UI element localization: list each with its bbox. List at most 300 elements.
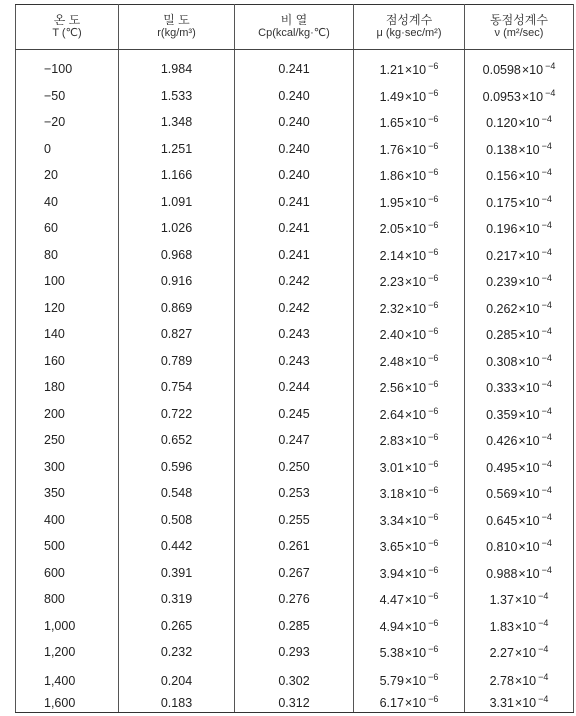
cell-density: 0.548: [119, 480, 235, 507]
table-row: [16, 268, 574, 295]
cell-density: 1.533: [119, 83, 235, 110]
cell-viscosity: [354, 50, 465, 83]
cell-kinematic-viscosity-exponent: −4: [545, 61, 556, 72]
cell-viscosity: [354, 295, 465, 322]
cell-viscosity-exponent: −6: [428, 694, 439, 704]
table-row: [16, 401, 574, 428]
cell-kinematic-viscosity-times-ten: ×10: [518, 566, 540, 581]
cell-viscosity-exponent: −6: [428, 114, 439, 125]
cell-kinematic-viscosity-times-ten: ×10: [514, 696, 537, 710]
cell-kinematic-viscosity-times-ten: ×10: [518, 540, 540, 555]
cell-viscosity-exponent: −6: [428, 193, 439, 204]
cell-kinematic-viscosity-mantissa: 0.569: [486, 487, 518, 502]
cell-viscosity: [354, 136, 465, 163]
cell-viscosity: [354, 162, 465, 189]
table-row: [16, 162, 574, 189]
cell-density: 0.391: [119, 560, 235, 587]
cell-density: 1.166: [119, 162, 235, 189]
cell-kinematic-viscosity: [465, 295, 574, 322]
cell-viscosity-mantissa: 2.40: [379, 328, 404, 343]
header-row: [16, 5, 574, 50]
cell-viscosity: [354, 454, 465, 481]
cell-kinematic-viscosity: [465, 50, 574, 83]
header-viscosity-label: 점성계수: [385, 13, 433, 27]
cell-density: 0.508: [119, 507, 235, 534]
cell-viscosity-times-ten: ×10: [404, 275, 427, 290]
cell-kinematic-viscosity: [465, 374, 574, 401]
cell-kinematic-viscosity: [465, 401, 574, 428]
cell-viscosity-exponent: −6: [428, 485, 439, 496]
cell-density: 0.442: [119, 533, 235, 560]
cell-temperature: 0: [16, 136, 119, 163]
cell-viscosity-times-ten: ×10: [404, 222, 427, 237]
cell-kinematic-viscosity-times-ten: ×10: [518, 354, 540, 369]
cell-temperature: 1,200: [16, 639, 119, 666]
cell-density: 0.265: [119, 613, 235, 640]
cell-viscosity-times-ten: ×10: [404, 593, 427, 608]
cell-kinematic-viscosity-times-ten: ×10: [518, 248, 540, 263]
table-row: [16, 454, 574, 481]
cell-viscosity: [354, 83, 465, 110]
cell-temperature: 400: [16, 507, 119, 534]
header-specific-heat-unit: Cp(kcal/kg·℃): [258, 27, 330, 39]
cell-kinematic-viscosity-times-ten: ×10: [518, 434, 540, 449]
cell-viscosity-times-ten: ×10: [404, 513, 427, 528]
header-temperature: [16, 5, 119, 50]
table-row: [16, 666, 574, 688]
cell-kinematic-viscosity-times-ten: ×10: [514, 593, 537, 608]
table-row: [16, 688, 574, 713]
cell-specific-heat: 0.293: [235, 639, 354, 666]
air-properties-table: [15, 4, 574, 713]
cell-kinematic-viscosity-exponent: −4: [541, 352, 552, 363]
cell-viscosity-mantissa: 2.23: [379, 275, 404, 290]
cell-kinematic-viscosity: [465, 348, 574, 375]
cell-kinematic-viscosity-mantissa: 0.426: [486, 434, 518, 449]
cell-density: 1.251: [119, 136, 235, 163]
cell-temperature: 200: [16, 401, 119, 428]
cell-density: 0.789: [119, 348, 235, 375]
cell-specific-heat: 0.243: [235, 348, 354, 375]
cell-viscosity-times-ten: ×10: [404, 116, 427, 131]
cell-viscosity-exponent: −6: [428, 326, 439, 337]
cell-density: 0.652: [119, 427, 235, 454]
cell-kinematic-viscosity-exponent: −4: [541, 273, 552, 284]
cell-viscosity-exponent: −6: [428, 564, 439, 575]
cell-viscosity-mantissa: 2.32: [379, 301, 404, 316]
cell-specific-heat: 0.255: [235, 507, 354, 534]
cell-kinematic-viscosity-times-ten: ×10: [518, 142, 540, 157]
cell-viscosity-times-ten: ×10: [404, 248, 427, 263]
header-temperature-label: 온 도: [53, 13, 81, 27]
table-body: [16, 50, 574, 713]
cell-temperature: 60: [16, 215, 119, 242]
cell-viscosity: [354, 560, 465, 587]
cell-viscosity-exponent: −6: [428, 671, 439, 682]
cell-kinematic-viscosity-times-ten: ×10: [518, 275, 540, 290]
cell-viscosity-exponent: −6: [428, 511, 439, 522]
cell-kinematic-viscosity: [465, 480, 574, 507]
header-density-label: 밀 도: [163, 13, 190, 27]
header-density-unit: r(kg/m³): [157, 27, 196, 39]
cell-kinematic-viscosity-mantissa: 0.333: [486, 381, 518, 396]
cell-viscosity-exponent: −6: [428, 87, 439, 98]
cell-kinematic-viscosity-exponent: −4: [541, 432, 552, 443]
cell-viscosity: [354, 507, 465, 534]
cell-kinematic-viscosity: [465, 666, 574, 688]
cell-specific-heat: 0.240: [235, 136, 354, 163]
cell-kinematic-viscosity-exponent: −4: [538, 694, 549, 704]
cell-viscosity-times-ten: ×10: [404, 460, 427, 475]
cell-kinematic-viscosity-exponent: −4: [541, 114, 552, 125]
cell-density: 0.722: [119, 401, 235, 428]
cell-viscosity: [354, 374, 465, 401]
cell-viscosity-times-ten: ×10: [404, 142, 427, 157]
cell-viscosity-exponent: −6: [428, 167, 439, 178]
cell-kinematic-viscosity-exponent: −4: [538, 617, 549, 628]
cell-kinematic-viscosity-times-ten: ×10: [518, 381, 540, 396]
cell-viscosity-times-ten: ×10: [404, 328, 427, 343]
header-specific-heat: [235, 5, 354, 50]
cell-viscosity-times-ten: ×10: [404, 301, 427, 316]
cell-kinematic-viscosity: [465, 109, 574, 136]
cell-kinematic-viscosity: [465, 533, 574, 560]
cell-kinematic-viscosity-times-ten: ×10: [518, 195, 540, 210]
cell-density: 1.091: [119, 189, 235, 216]
cell-density: 0.827: [119, 321, 235, 348]
cell-kinematic-viscosity-times-ten: ×10: [518, 222, 540, 237]
table-row: [16, 480, 574, 507]
cell-density: 1.348: [119, 109, 235, 136]
cell-viscosity: [354, 189, 465, 216]
cell-kinematic-viscosity-times-ten: ×10: [518, 116, 540, 131]
cell-kinematic-viscosity-mantissa: 0.359: [486, 407, 518, 422]
cell-kinematic-viscosity-exponent: −4: [541, 511, 552, 522]
cell-specific-heat: 0.240: [235, 83, 354, 110]
cell-viscosity-times-ten: ×10: [404, 566, 427, 581]
cell-viscosity-mantissa: 3.01: [379, 460, 404, 475]
cell-kinematic-viscosity-mantissa: 0.217: [486, 248, 518, 263]
cell-viscosity-exponent: −6: [428, 458, 439, 469]
cell-kinematic-viscosity: [465, 688, 574, 713]
cell-viscosity-mantissa: 3.18: [379, 487, 404, 502]
cell-kinematic-viscosity-mantissa: 0.810: [486, 540, 518, 555]
cell-temperature: 1,600: [16, 688, 119, 713]
cell-viscosity-exponent: −6: [428, 591, 439, 602]
cell-viscosity-exponent: −6: [428, 220, 439, 231]
header-temperature-unit: T (℃): [52, 27, 82, 39]
header-kinematic-viscosity: [465, 5, 574, 50]
cell-viscosity-times-ten: ×10: [404, 540, 427, 555]
cell-kinematic-viscosity-mantissa: 0.0598: [482, 63, 521, 78]
cell-kinematic-viscosity: [465, 162, 574, 189]
cell-viscosity-mantissa: 4.47: [379, 593, 404, 608]
cell-kinematic-viscosity-mantissa: 0.0953: [482, 89, 521, 104]
cell-density: 0.319: [119, 586, 235, 613]
cell-kinematic-viscosity-exponent: −4: [541, 538, 552, 549]
cell-temperature: 300: [16, 454, 119, 481]
cell-kinematic-viscosity: [465, 215, 574, 242]
cell-kinematic-viscosity: [465, 613, 574, 640]
cell-viscosity: [354, 348, 465, 375]
cell-kinematic-viscosity-exponent: −4: [541, 405, 552, 416]
table-row: [16, 50, 574, 83]
cell-kinematic-viscosity-mantissa: 0.239: [486, 275, 518, 290]
cell-temperature: 250: [16, 427, 119, 454]
cell-kinematic-viscosity-exponent: −4: [538, 591, 549, 602]
cell-kinematic-viscosity-mantissa: 2.27: [489, 646, 514, 661]
cell-kinematic-viscosity-times-ten: ×10: [518, 460, 540, 475]
cell-kinematic-viscosity-times-ten: ×10: [518, 301, 540, 316]
cell-viscosity-mantissa: 2.05: [379, 222, 404, 237]
cell-viscosity: [354, 427, 465, 454]
cell-kinematic-viscosity-exponent: −4: [541, 458, 552, 469]
cell-kinematic-viscosity-mantissa: 0.262: [486, 301, 518, 316]
cell-temperature: 1,000: [16, 613, 119, 640]
cell-temperature: 80: [16, 242, 119, 269]
header-kinematic-viscosity-label: 동점성계수: [490, 13, 548, 27]
cell-kinematic-viscosity: [465, 454, 574, 481]
cell-viscosity: [354, 533, 465, 560]
cell-kinematic-viscosity-times-ten: ×10: [518, 169, 540, 184]
cell-specific-heat: 0.240: [235, 109, 354, 136]
cell-viscosity-mantissa: 1.65: [379, 116, 404, 131]
cell-specific-heat: 0.241: [235, 242, 354, 269]
cell-viscosity-mantissa: 4.94: [379, 619, 404, 634]
cell-kinematic-viscosity-times-ten: ×10: [514, 619, 537, 634]
cell-temperature: 1,400: [16, 666, 119, 688]
cell-specific-heat: 0.242: [235, 268, 354, 295]
cell-kinematic-viscosity-exponent: −4: [541, 326, 552, 337]
cell-specific-heat: 0.253: [235, 480, 354, 507]
cell-viscosity-exponent: −6: [428, 538, 439, 549]
cell-density: 0.232: [119, 639, 235, 666]
table-row: [16, 109, 574, 136]
cell-kinematic-viscosity-mantissa: 2.78: [489, 673, 514, 688]
table-row: [16, 242, 574, 269]
cell-density: 0.754: [119, 374, 235, 401]
cell-temperature: 100: [16, 268, 119, 295]
cell-viscosity: [354, 639, 465, 666]
cell-kinematic-viscosity: [465, 586, 574, 613]
cell-viscosity-mantissa: 3.94: [379, 566, 404, 581]
cell-viscosity-exponent: −6: [428, 405, 439, 416]
cell-density: 0.916: [119, 268, 235, 295]
cell-kinematic-viscosity: [465, 560, 574, 587]
cell-kinematic-viscosity: [465, 321, 574, 348]
cell-kinematic-viscosity-mantissa: 0.156: [486, 169, 518, 184]
cell-specific-heat: 0.240: [235, 162, 354, 189]
cell-temperature: 160: [16, 348, 119, 375]
cell-viscosity-mantissa: 3.65: [379, 540, 404, 555]
cell-kinematic-viscosity-mantissa: 0.285: [486, 328, 518, 343]
cell-kinematic-viscosity: [465, 268, 574, 295]
cell-specific-heat: 0.276: [235, 586, 354, 613]
table-row: [16, 189, 574, 216]
cell-kinematic-viscosity-mantissa: 0.196: [486, 222, 518, 237]
cell-kinematic-viscosity-exponent: −4: [541, 220, 552, 231]
cell-kinematic-viscosity-times-ten: ×10: [514, 646, 537, 661]
cell-kinematic-viscosity-mantissa: 0.120: [486, 116, 518, 131]
cell-viscosity-times-ten: ×10: [404, 487, 427, 502]
cell-temperature: 40: [16, 189, 119, 216]
cell-density: 0.204: [119, 666, 235, 688]
cell-viscosity: [354, 242, 465, 269]
cell-kinematic-viscosity-mantissa: 0.495: [486, 460, 518, 475]
cell-kinematic-viscosity-mantissa: 0.645: [486, 513, 518, 528]
cell-specific-heat: 0.243: [235, 321, 354, 348]
cell-kinematic-viscosity: [465, 189, 574, 216]
cell-temperature: 800: [16, 586, 119, 613]
cell-kinematic-viscosity-exponent: −4: [538, 671, 549, 682]
cell-viscosity-times-ten: ×10: [404, 195, 427, 210]
cell-viscosity: [354, 666, 465, 688]
cell-temperature: 500: [16, 533, 119, 560]
cell-specific-heat: 0.241: [235, 215, 354, 242]
cell-specific-heat: 0.285: [235, 613, 354, 640]
cell-kinematic-viscosity-exponent: −4: [541, 379, 552, 390]
cell-viscosity-mantissa: 2.56: [379, 381, 404, 396]
cell-kinematic-viscosity-exponent: −4: [541, 193, 552, 204]
cell-kinematic-viscosity: [465, 242, 574, 269]
cell-temperature: 600: [16, 560, 119, 587]
table-row: [16, 295, 574, 322]
cell-density: 0.183: [119, 688, 235, 713]
cell-kinematic-viscosity: [465, 136, 574, 163]
cell-viscosity-times-ten: ×10: [404, 407, 427, 422]
table-row: [16, 215, 574, 242]
cell-viscosity-times-ten: ×10: [404, 673, 427, 688]
cell-specific-heat: 0.242: [235, 295, 354, 322]
table-row: [16, 560, 574, 587]
cell-kinematic-viscosity-exponent: −4: [538, 644, 549, 655]
cell-viscosity-times-ten: ×10: [404, 646, 427, 661]
cell-viscosity-exponent: −6: [428, 432, 439, 443]
cell-viscosity-times-ten: ×10: [404, 696, 427, 710]
cell-kinematic-viscosity-mantissa: 0.138: [486, 142, 518, 157]
cell-specific-heat: 0.241: [235, 189, 354, 216]
cell-kinematic-viscosity-times-ten: ×10: [518, 487, 540, 502]
cell-temperature: 20: [16, 162, 119, 189]
cell-kinematic-viscosity-mantissa: 3.31: [489, 696, 514, 710]
cell-kinematic-viscosity-times-ten: ×10: [518, 328, 540, 343]
cell-kinematic-viscosity-exponent: −4: [541, 167, 552, 178]
cell-kinematic-viscosity-exponent: −4: [541, 564, 552, 575]
cell-specific-heat: 0.302: [235, 666, 354, 688]
cell-viscosity-times-ten: ×10: [404, 434, 427, 449]
cell-viscosity: [354, 215, 465, 242]
table-row: [16, 348, 574, 375]
cell-viscosity: [354, 268, 465, 295]
cell-viscosity: [354, 688, 465, 713]
cell-kinematic-viscosity-times-ten: ×10: [518, 407, 540, 422]
cell-kinematic-viscosity: [465, 83, 574, 110]
cell-temperature: 180: [16, 374, 119, 401]
cell-viscosity-times-ten: ×10: [404, 381, 427, 396]
cell-kinematic-viscosity-exponent: −4: [541, 140, 552, 151]
table-row: [16, 639, 574, 666]
cell-viscosity-mantissa: 1.49: [379, 89, 404, 104]
cell-kinematic-viscosity-mantissa: 0.308: [486, 354, 518, 369]
table-row: [16, 613, 574, 640]
cell-density: 0.596: [119, 454, 235, 481]
cell-viscosity-mantissa: 2.48: [379, 354, 404, 369]
cell-kinematic-viscosity-exponent: −4: [541, 485, 552, 496]
header-specific-heat-label: 비 열: [280, 13, 308, 27]
cell-specific-heat: 0.247: [235, 427, 354, 454]
cell-temperature: 120: [16, 295, 119, 322]
cell-viscosity: [354, 401, 465, 428]
cell-viscosity-times-ten: ×10: [404, 354, 427, 369]
cell-viscosity: [354, 321, 465, 348]
table-row: [16, 427, 574, 454]
cell-viscosity-mantissa: 3.34: [379, 513, 404, 528]
cell-temperature: 350: [16, 480, 119, 507]
cell-kinematic-viscosity-times-ten: ×10: [521, 63, 544, 78]
cell-specific-heat: 0.312: [235, 688, 354, 713]
cell-viscosity-mantissa: 2.64: [379, 407, 404, 422]
cell-viscosity-exponent: −6: [428, 246, 439, 257]
cell-viscosity-exponent: −6: [428, 644, 439, 655]
cell-viscosity-mantissa: 1.86: [379, 169, 404, 184]
table-row: [16, 507, 574, 534]
cell-kinematic-viscosity-mantissa: 0.988: [486, 566, 518, 581]
cell-viscosity: [354, 480, 465, 507]
cell-specific-heat: 0.250: [235, 454, 354, 481]
cell-viscosity-mantissa: 2.83: [379, 434, 404, 449]
cell-viscosity-times-ten: ×10: [404, 169, 427, 184]
cell-viscosity: [354, 586, 465, 613]
cell-specific-heat: 0.245: [235, 401, 354, 428]
cell-density: 1.026: [119, 215, 235, 242]
header-kinematic-viscosity-unit: ν (m²/sec): [494, 27, 544, 39]
cell-viscosity-exponent: −6: [428, 352, 439, 363]
cell-kinematic-viscosity-mantissa: 1.37: [489, 593, 514, 608]
cell-viscosity: [354, 613, 465, 640]
cell-specific-heat: 0.244: [235, 374, 354, 401]
cell-temperature: −100: [16, 50, 119, 83]
cell-viscosity-times-ten: ×10: [404, 619, 427, 634]
cell-viscosity-exponent: −6: [428, 273, 439, 284]
cell-viscosity-exponent: −6: [428, 61, 439, 72]
table-row: [16, 136, 574, 163]
cell-density: 0.968: [119, 242, 235, 269]
header-viscosity-unit: μ (kg·sec/m²): [376, 27, 442, 39]
cell-kinematic-viscosity-exponent: −4: [541, 299, 552, 310]
cell-kinematic-viscosity-mantissa: 0.175: [486, 195, 518, 210]
cell-density: 1.984: [119, 50, 235, 83]
table-header: [16, 5, 574, 50]
table-row: [16, 374, 574, 401]
cell-viscosity-exponent: −6: [428, 617, 439, 628]
cell-viscosity-mantissa: 1.95: [379, 195, 404, 210]
header-density: [119, 5, 235, 50]
cell-kinematic-viscosity-times-ten: ×10: [518, 513, 540, 528]
table-row: [16, 533, 574, 560]
table-row: [16, 83, 574, 110]
cell-viscosity-mantissa: 5.38: [379, 646, 404, 661]
cell-viscosity-exponent: −6: [428, 379, 439, 390]
cell-kinematic-viscosity-times-ten: ×10: [514, 673, 537, 688]
cell-kinematic-viscosity-mantissa: 1.83: [489, 619, 514, 634]
cell-viscosity-exponent: −6: [428, 299, 439, 310]
cell-kinematic-viscosity-times-ten: ×10: [521, 89, 544, 104]
cell-kinematic-viscosity: [465, 507, 574, 534]
cell-specific-heat: 0.261: [235, 533, 354, 560]
cell-kinematic-viscosity-exponent: −4: [545, 87, 556, 98]
cell-viscosity-mantissa: 5.79: [379, 673, 404, 688]
cell-density: 0.869: [119, 295, 235, 322]
